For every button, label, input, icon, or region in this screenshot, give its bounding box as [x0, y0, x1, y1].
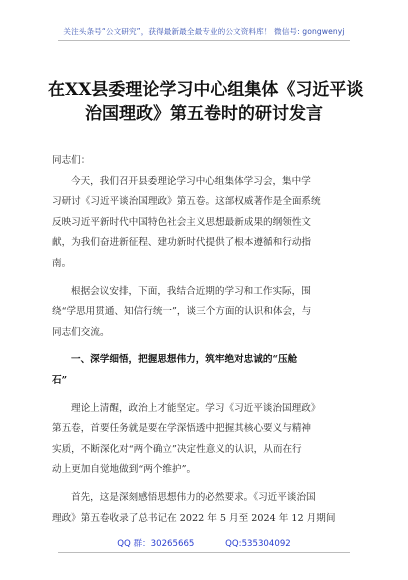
paragraph-arrangement — [52, 282, 358, 344]
text-line: 理政》第五卷收录了总书记在 2022 年 5 月至 2024 年 12 月期间 — [52, 512, 336, 524]
document-body — [52, 151, 358, 529]
footer-divider — [58, 552, 350, 553]
text-line: 根据会议安排，下面，我结合近期的学习和工作实际，围 — [71, 285, 311, 297]
text-line: 绕“学思用贯通、知信行统一”，谈三个方面的认识和体会，与 — [52, 306, 312, 318]
section-heading-1 — [52, 350, 358, 391]
heading-line: 石” — [52, 374, 68, 386]
footer-qq-group: QQ 群：30265665 — [117, 539, 195, 549]
document-title — [48, 78, 364, 126]
text-line: 首先，这是深刻感悟思想伟力的必然要求。《习近平谈治国 — [71, 491, 316, 503]
text-line: 动上更加自觉地做到“两个维护”。 — [52, 464, 197, 476]
paragraph-theory — [52, 399, 358, 481]
text-line: 实质，不断深化对“两个确立”决定性意义的认识，从而在行 — [52, 443, 302, 455]
salutation: 同志们： — [52, 155, 91, 166]
header-divider — [58, 40, 350, 41]
text-line: 反映习近平新时代中国特色社会主义思想最新成果的纲领性文 — [52, 216, 312, 228]
heading-line: 一、深学细悟，把握思想伟力，筑牢绝对忠诚的“压舱 — [71, 354, 298, 366]
title-line: 治国理政》第五卷时的研讨发言 — [85, 104, 323, 124]
text-line: 习研讨《习近平谈治国理政》第五卷。这部权威著作是全面系统 — [52, 196, 321, 208]
paragraph-first — [52, 488, 358, 529]
paragraph-intro — [52, 172, 358, 275]
title-line: 在XX县委理论学习中心组集体《习近平谈 — [48, 80, 364, 100]
footer-qq-number: QQ:535304092 — [225, 539, 291, 549]
text-line: 南。 — [52, 257, 72, 269]
header-promo-note: 关注头条号“公文研究”，获得最新最全最专业的公文资料库！ 微信号: gongwenyj — [63, 27, 345, 36]
text-line: 理论上清醒，政治上才能坚定。学习《习近平谈治国理政》 — [71, 402, 321, 414]
text-line: 今天，我们召开县委理论学习中心组集体学习会，集中学 — [71, 175, 311, 187]
text-line: 第五卷，首要任务就是要在学深悟透中把握其核心要义与精神 — [52, 423, 312, 435]
text-line: 献，为我们奋进新征程、建功新时代提供了根本遵循和行动指 — [52, 237, 312, 249]
footer-contact — [0, 537, 408, 549]
text-line: 同志们交流。 — [52, 326, 110, 338]
